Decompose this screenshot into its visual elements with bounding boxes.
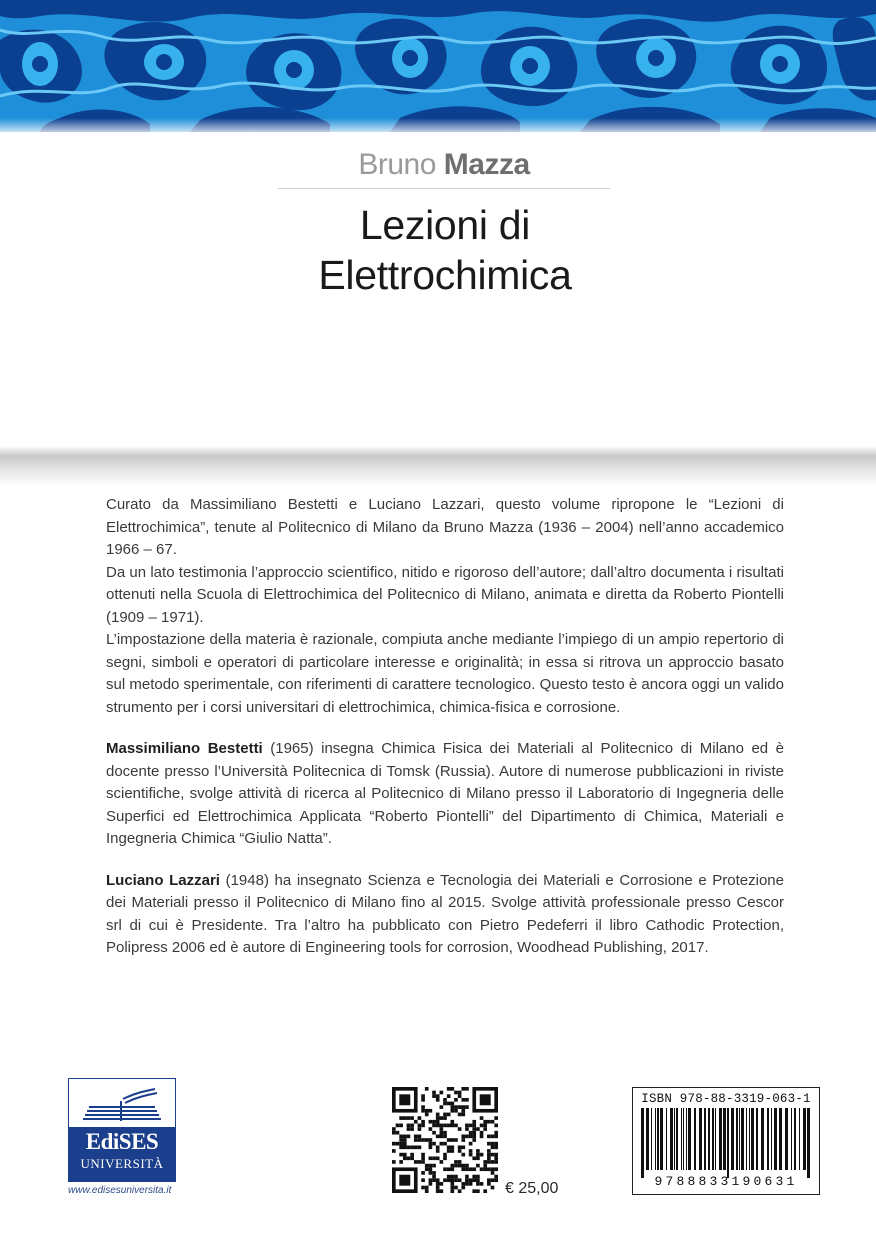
price: € 25,00 xyxy=(505,1180,559,1197)
qr-code-art xyxy=(392,1087,498,1193)
marbled-pattern-art xyxy=(0,0,876,132)
qr-code[interactable] xyxy=(392,1087,498,1193)
bio-lazzari-text: (1948) ha insegnato Scienza e Tecnologia dei Materiali e Corrosione e Protezione dei Materiali presso il Politecnico di Milano fino al 2015. Svolge attività professionale presso Cescor srl di cui è Presidente. Tra l’altro ha pubblicato con Pietro Pedeferri il libro Cathodic Protection, Polipress 2006 ed è autore di Engineering tools for corrosion, Woodhead Publishing, 2017. xyxy=(106,871,784,956)
isbn-label: ISBN 978-88-3319-063-1 xyxy=(641,1092,811,1106)
description-paragraph-1: Curato da Massimiliano Bestetti e Luciano Lazzari, questo volume ripropone le “Lezioni di Elettrochimica”, tenute al Politecnico di Milano da Bruno Mazza (1936 – 2004) nell’anno accademico 1966 – 67. xyxy=(106,496,784,558)
marbled-pattern-header xyxy=(0,0,876,132)
author-divider xyxy=(278,188,610,189)
isbn-barcode xyxy=(632,1087,820,1195)
author-name xyxy=(278,148,610,182)
publisher-sub: UNIVERSITÀ xyxy=(80,1156,164,1171)
bio-bestetti-text: (1965) insegna Chimica Fisica dei Materiali al Politecnico di Milano ed è docente presso l’Università Politecnica di Tomsk (Russia). Autore di numerose pubblicazioni in riviste scientifiche, svolge attività di ricerca al Politecnico di Milano presso il Laboratorio di Ingegneria delle Superfici ed Elettrochimica Applicata “Roberto Piontelli” del Dipartimento di Chimica, Materiali e Ingegneria Chimica “Giulio Natta”. xyxy=(106,740,784,847)
bio-lazzari-name: Luciano Lazzari xyxy=(106,871,220,889)
book-icon xyxy=(69,1079,175,1127)
book-title xyxy=(240,200,650,300)
fold-shadow xyxy=(0,446,876,486)
book-title-line1: Lezioni di xyxy=(359,202,531,248)
back-cover-text xyxy=(106,494,784,960)
pattern-fade xyxy=(0,118,876,132)
author-first-name: Bruno xyxy=(358,148,436,181)
bio-lazzari xyxy=(106,870,784,960)
publisher-logo xyxy=(68,1078,176,1182)
description-paragraph-2: Da un lato testimonia l’approccio scientifico, nitido e rigoroso dell’autore; dall’altro documenta i risultati ottenuti nella Scuola di Elettrochimica del Politecnico di Milano, animata e diretta da Roberto Piontelli (1909 – 1971). xyxy=(106,563,784,626)
publisher-name: EdiSES xyxy=(85,1129,159,1154)
publisher-url[interactable]: www.edisesuniversita.it xyxy=(68,1185,172,1196)
bio-bestetti-name: Massimiliano Bestetti xyxy=(106,740,263,757)
ean-digits: 9788833190631 xyxy=(654,1174,798,1189)
book-title-line2: Elettrochimica xyxy=(318,252,572,298)
description-paragraph-3: L’impostazione della materia è razionale, compiuta anche mediante l’impiego di un ampio repertorio di segni, simboli e operatori di particolare interesse e originalità; in essa si ritrova un approccio basato sul metodo sperimentale, con riferimenti di carattere tecnologico. Questo testo è ancora oggi un valido strumento per i corsi universitari di elettrochimica, chimica-fisica e corrosione. xyxy=(106,631,784,716)
bio-bestetti xyxy=(106,738,784,851)
author-last-name: Mazza xyxy=(443,148,530,181)
